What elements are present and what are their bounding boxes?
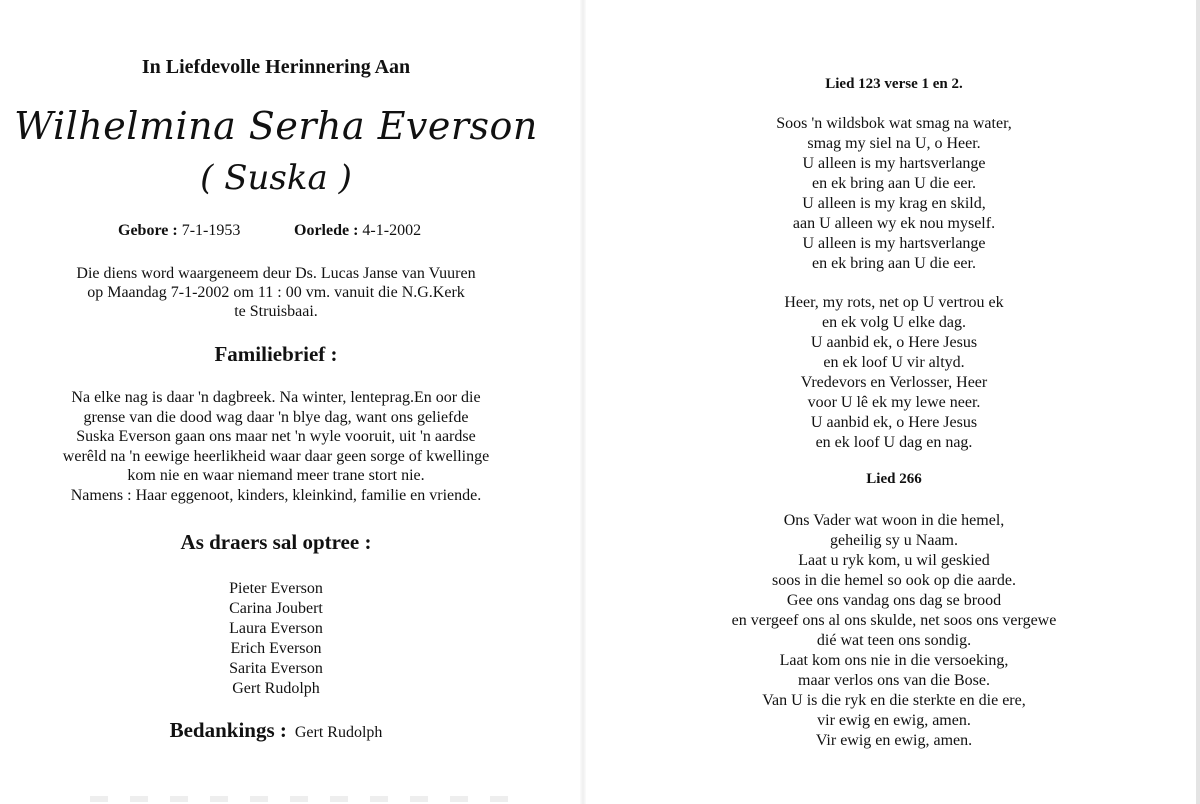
bearer-name: Pieter Everson: [229, 580, 323, 597]
verse-line: en ek bring aan U die eer.: [812, 175, 976, 192]
verse-line: voor U lê ek my lewe neer.: [807, 394, 981, 411]
verse-line: geheilig sy u Naam.: [830, 532, 958, 549]
verse-line: smag my siel na U, o Heer.: [807, 135, 981, 152]
familiebrief-line: werêld na 'n eewige heerlikheid waar daar geen sorge of kwellinge: [62, 447, 490, 465]
bearer-name: Sarita Everson: [229, 660, 323, 677]
familiebrief-line: kom nie en waar niemand meer trane stort nie.: [127, 467, 425, 484]
page-fold: [580, 0, 586, 804]
verse-line: U alleen is my hartsverlange: [802, 155, 986, 172]
bearer-name: Erich Everson: [230, 640, 322, 657]
bearer-name: Carina Joubert: [229, 600, 323, 617]
verse-line: Gee ons vandag ons dag se brood: [786, 592, 1002, 609]
born-date-block: [118, 222, 240, 240]
verse-line: en ek loof U vir altyd.: [823, 354, 965, 371]
verse-line: aan U alleen wy ek nou myself.: [792, 215, 996, 232]
service-line: Die diens word waargeneem deur Ds. Lucas Janse van Vuuren: [76, 265, 476, 282]
verse-line: Vredevors en Verlosser, Heer: [800, 374, 988, 391]
deceased-nickname: ( Suska ): [200, 158, 352, 198]
familiebrief-text: [0, 388, 552, 505]
verse-line: Laat u ryk kom, u wil geskied: [798, 552, 990, 569]
verse-line: U aanbid ek, o Here Jesus: [810, 414, 978, 431]
died-date: 4-1-2002: [362, 222, 422, 239]
verse-line: vir ewig en ewig, amen.: [817, 712, 971, 729]
thanks-name: Gert Rudolph: [294, 724, 383, 741]
verse-line: U alleen is my krag en skild,: [802, 195, 986, 212]
verse-line: en ek loof U dag en nag.: [815, 434, 973, 451]
bearer-name: Laura Everson: [229, 620, 323, 637]
hymn-1-verse-2: [588, 293, 1200, 453]
verse-line: Vir ewig en ewig, amen.: [815, 732, 973, 749]
verse-line: maar verlos ons van die Bose.: [798, 672, 990, 689]
verse-line: en vergeef ons al ons skulde, net soos ons vergewe: [731, 612, 1057, 629]
bearers-list: [0, 579, 552, 699]
verse-line: U aanbid ek, o Here Jesus: [810, 334, 978, 351]
died-label: Oorlede :: [294, 222, 359, 239]
scan-artifact: [90, 796, 510, 802]
born-label: Gebore :: [118, 222, 178, 239]
born-date: 7-1-1953: [181, 222, 241, 239]
familiebrief-line: Namens : Haar eggenoot, kinders, kleinkind, familie en vriende.: [70, 486, 482, 504]
verse-line: soos in die hemel so ook op die aarde.: [772, 572, 1016, 589]
deceased-name: Wilhelmina Serha Everson: [14, 104, 538, 148]
hymn-2-text: [588, 511, 1200, 751]
service-line: te Struisbaai.: [234, 303, 318, 320]
verse-line: Ons Vader wat woon in die hemel,: [783, 512, 1005, 529]
thanks-label: Bedankings :: [169, 718, 287, 742]
intro-heading: In Liefdevolle Herinnering Aan: [141, 56, 411, 78]
verse-line: Laat kom ons nie in die versoeking,: [779, 652, 1009, 669]
verse-line: en ek bring aan U die eer.: [812, 255, 976, 272]
familiebrief-heading: Familiebrief :: [214, 342, 338, 366]
hymn-2-title: Lied 266: [866, 471, 922, 487]
left-page: [0, 0, 576, 804]
bearer-name: Gert Rudolph: [232, 680, 320, 697]
hymn-1-verse-1: [588, 114, 1200, 274]
hymn-1-title: Lied 123 verse 1 en 2.: [825, 76, 963, 92]
service-line: op Maandag 7-1-2002 om 11 : 00 vm. vanuit die N.G.Kerk: [87, 284, 465, 301]
verse-line: Van U is die ryk en die sterkte en die ere,: [762, 692, 1026, 709]
verse-line: Soos 'n wildsbok wat smag na water,: [776, 115, 1012, 132]
thanks-row: [0, 718, 552, 743]
scan-edge: [1196, 0, 1200, 804]
verse-line: en ek volg U elke dag.: [822, 314, 966, 331]
familiebrief-line: grense van die dood wag daar 'n blye dag, want ons geliefde: [83, 408, 469, 426]
familiebrief-line: Suska Everson gaan ons maar net 'n wyle vooruit, uit 'n aardse: [76, 428, 476, 445]
verse-line: Heer, my rots, net op U vertrou ek: [784, 294, 1004, 311]
bearers-heading: As draers sal optree :: [180, 530, 372, 554]
verse-line: dié wat teen ons sondig.: [816, 632, 972, 649]
verse-line: U alleen is my hartsverlange: [802, 235, 986, 252]
familiebrief-line: Na elke nag is daar 'n dagbreek. Na winter, lenteprag.En oor die: [71, 389, 481, 406]
died-date-block: [294, 222, 421, 240]
service-text: [0, 264, 552, 321]
dates-row: [0, 222, 552, 244]
right-page: [588, 0, 1200, 804]
